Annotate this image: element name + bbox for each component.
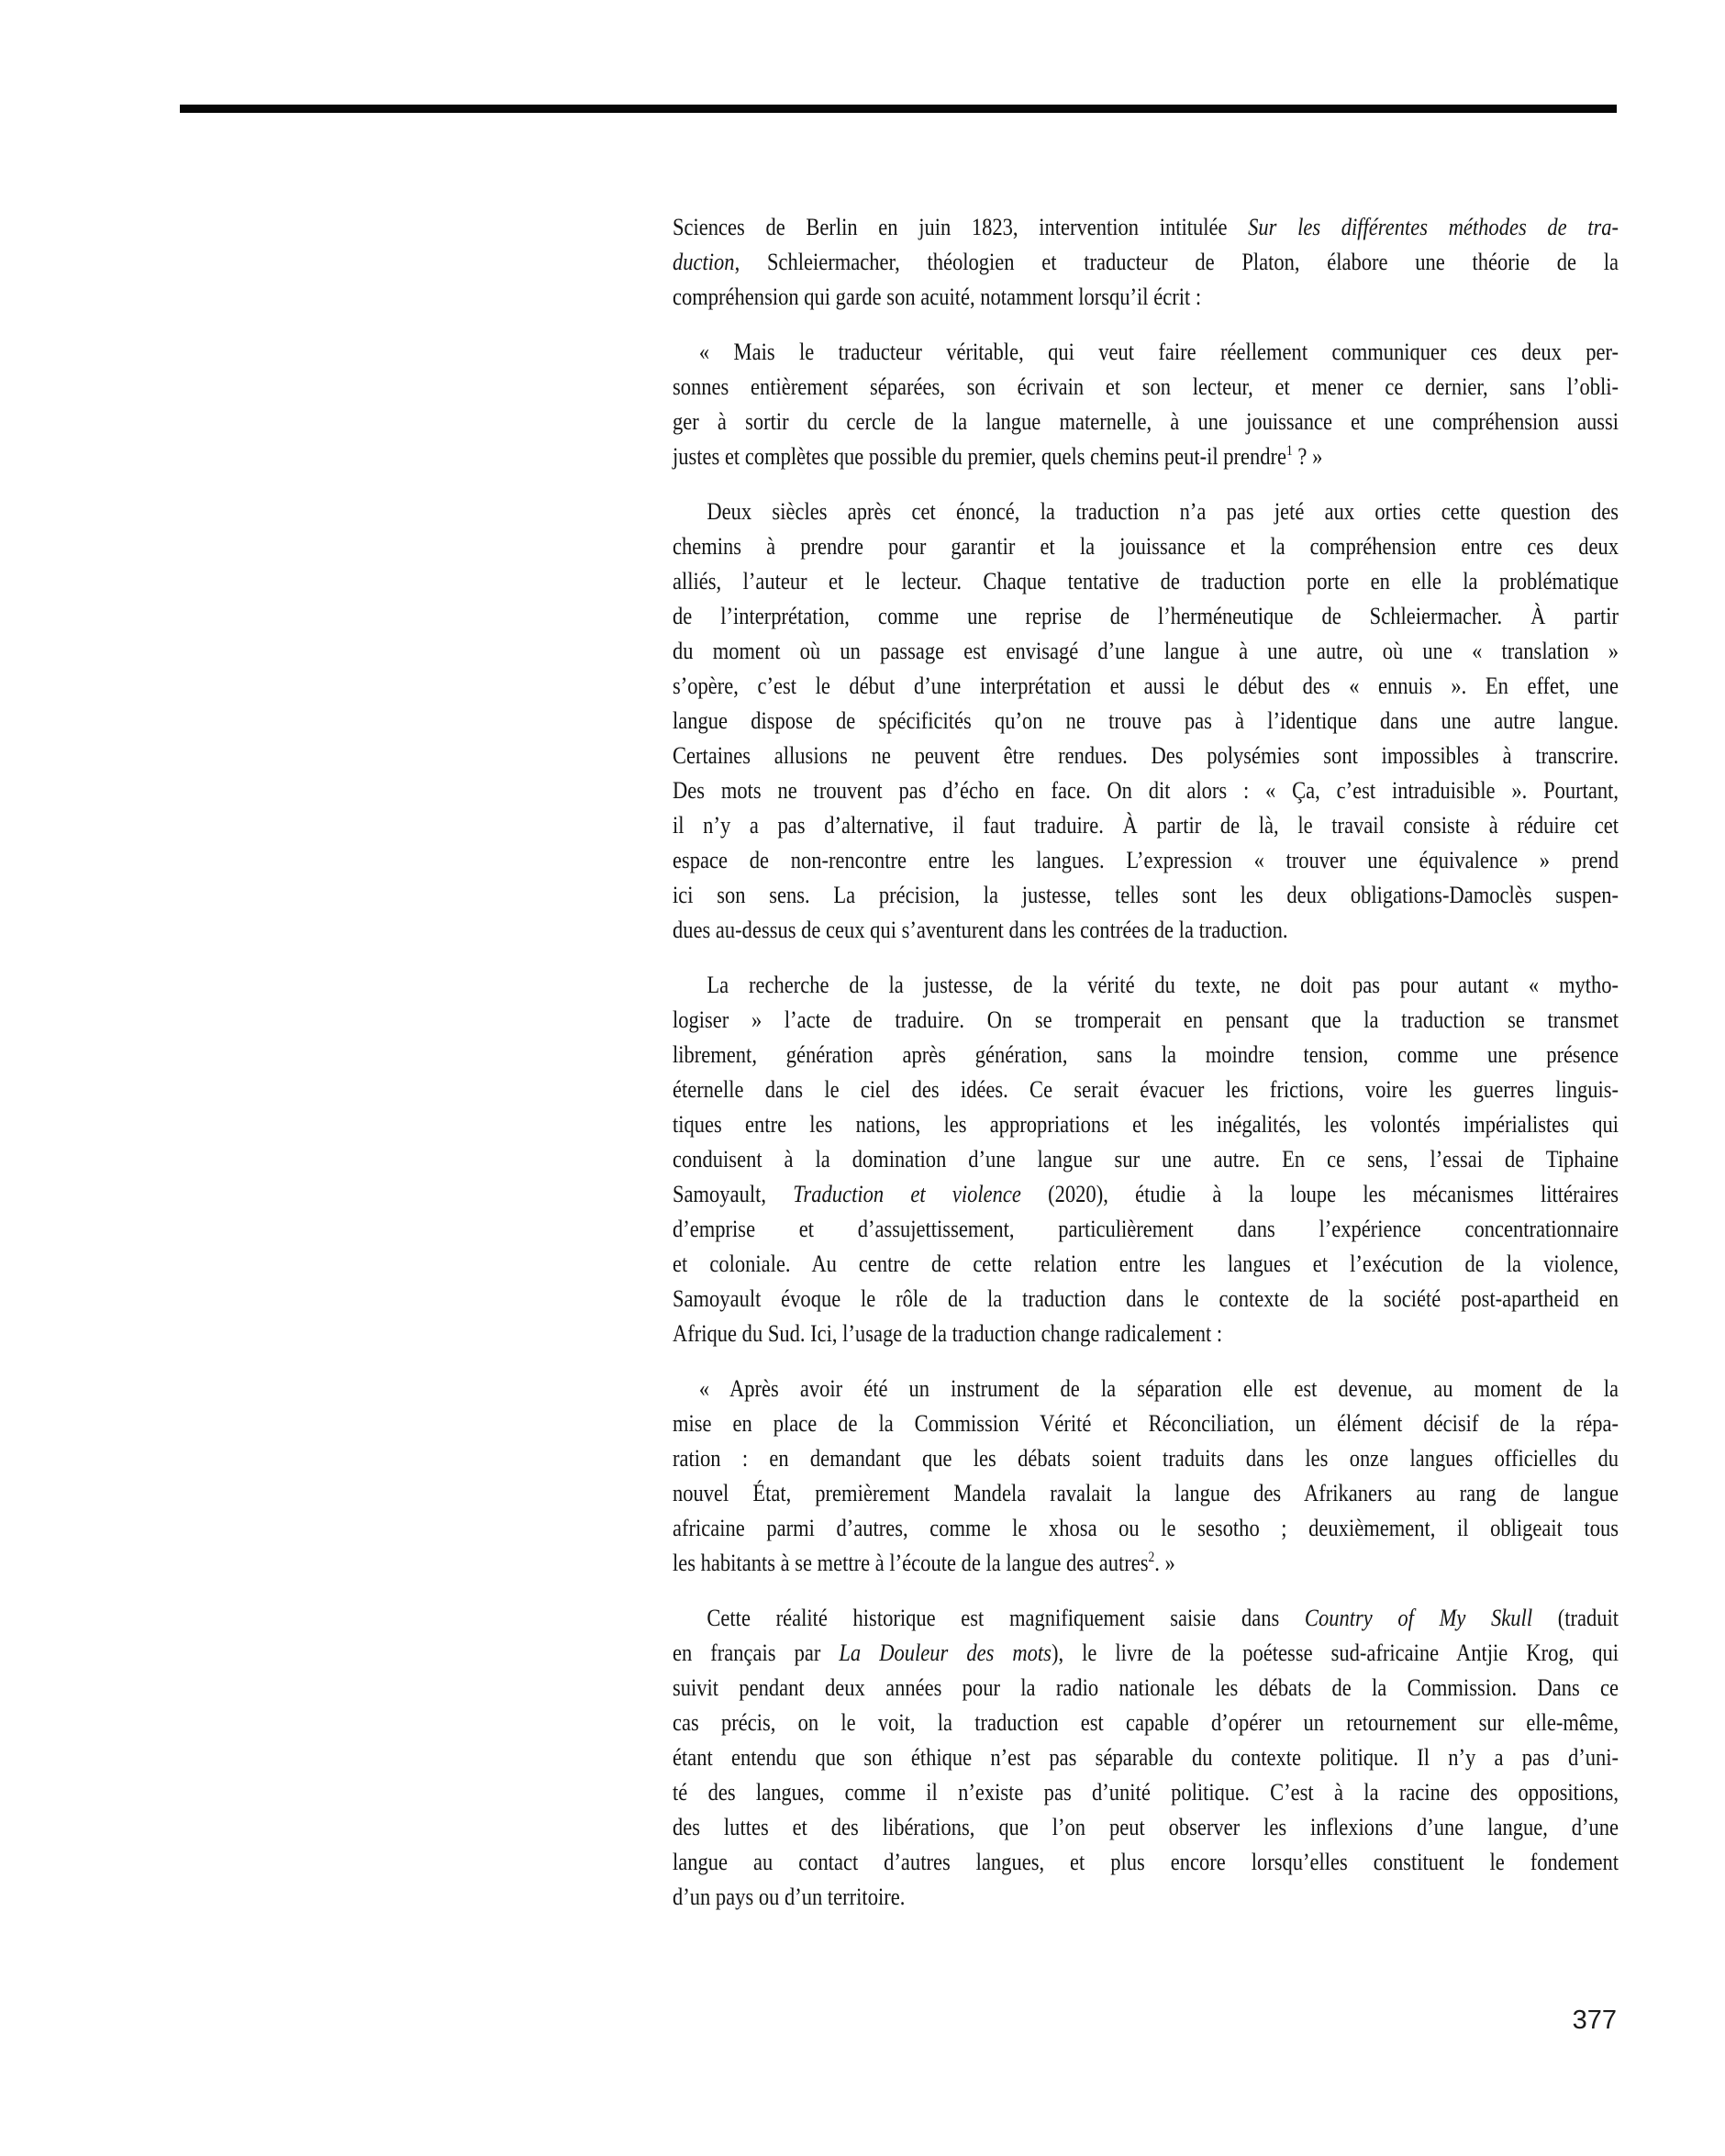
text-line: conduisent à la domination d’une langue sur une autre. En ce sens, l’essai de Tiphaine <box>673 1145 1619 1172</box>
text-line: Samoyault évoque le rôle de la traduction dans le contexte de la société post-apartheid en <box>673 1284 1619 1312</box>
text-line: langue au contact d’autres langues, et plus encore lorsqu’elles constituent le fondement <box>673 1848 1619 1875</box>
quote-line: sonnes entièrement séparées, son écrivain et son lecteur, et mener ce dernier, sans l’obli- <box>673 372 1619 400</box>
text-line: cas précis, on le voit, la traduction est capable d’opérer un retournement sur elle-même, <box>673 1708 1619 1736</box>
text-line: il n’y a pas d’alternative, il faut traduire. À partir de là, le travail consiste à réduire cet <box>673 811 1619 839</box>
quote-line: ration : en demandant que les débats soient traduits dans les onze langues officielles du <box>673 1444 1619 1472</box>
text-line: d’emprise et d’assujettissement, particulièrement dans l’expérience concentrationnaire <box>673 1215 1619 1242</box>
quote-line: mise en place de la Commission Vérité et Réconciliation, un élément décisif de la répa- <box>673 1409 1619 1437</box>
page-number: 377 <box>1572 2006 1617 2035</box>
text-line: Cette réalité historique est magnifiquement saisie dans Country of My Skull (traduit <box>707 1604 1619 1631</box>
text-line: en français par La Douleur des mots), le livre de la poétesse sud-africaine Antjie Krog, qui <box>673 1639 1619 1666</box>
paragraph <box>673 1600 1619 1914</box>
text-line: Samoyault, Traduction et violence (2020), étudie à la loupe les mécanismes littéraires <box>673 1180 1619 1207</box>
text-line: éternelle dans le ciel des idées. Ce serait évacuer les frictions, voire les guerres linguis- <box>673 1075 1619 1103</box>
text-line: compréhension qui garde son acuité, notamment lorsqu’il écrit : <box>673 283 1202 310</box>
quote-line: « Après avoir été un instrument de la séparation elle est devenue, au moment de la <box>698 1374 1619 1402</box>
paragraph <box>673 494 1619 947</box>
paragraph <box>673 209 1619 314</box>
text-line: d’un pays ou d’un territoire. <box>673 1883 906 1910</box>
text-line: de l’interprétation, comme une reprise de l’herméneutique de Schleiermacher. À partir <box>673 602 1619 629</box>
text-line: Sciences de Berlin en juin 1823, intervention intitulée Sur les différentes méthodes de tra- <box>673 213 1619 240</box>
quote-line: africaine parmi d’autres, comme le xhosa ou le sesotho ; deuxièmement, il obligeait tous <box>673 1514 1619 1541</box>
text-line: alliés, l’auteur et le lecteur. Chaque tentative de traduction porte en elle la problématique <box>673 567 1619 595</box>
text-line: té des langues, comme il n’existe pas d’unité politique. C’est à la racine des oppositions, <box>673 1778 1619 1806</box>
header-rule <box>180 105 1617 113</box>
block-quote <box>673 334 1619 473</box>
text-line: librement, génération après génération, sans la moindre tension, comme une présence <box>673 1040 1619 1068</box>
text-line: Deux siècles après cet énoncé, la traduction n’a pas jeté aux orties cette question des <box>707 497 1619 525</box>
text-line: du moment où un passage est envisagé d’une langue à une autre, où une « translation » <box>673 637 1619 664</box>
quote-line: « Mais le traducteur véritable, qui veut faire réellement communiquer ces deux per- <box>698 338 1619 365</box>
text-line: duction, Schleiermacher, théologien et traducteur de Platon, élabore une théorie de la <box>673 248 1619 275</box>
body-text <box>673 209 1619 1914</box>
text-line: tiques entre les nations, les appropriations et les inégalités, les volontés impérialistes qui <box>673 1110 1619 1138</box>
text-line: suivit pendant deux années pour la radio nationale les débats de la Commission. Dans ce <box>673 1673 1619 1701</box>
text-line: et coloniale. Au centre de cette relation entre les langues et l’exécution de la violence, <box>673 1250 1619 1277</box>
quote-line: ger à sortir du cercle de la langue maternelle, à une jouissance et une compréhension aussi <box>673 407 1619 435</box>
text-line: Certaines allusions ne peuvent être rendues. Des polysémies sont impossibles à transcrire. <box>673 741 1619 769</box>
block-quote <box>673 1371 1619 1580</box>
text-line: Afrique du Sud. Ici, l’usage de la traduction change radicalement : <box>673 1319 1223 1347</box>
text-line: La recherche de la justesse, de la vérité du texte, ne doit pas pour autant « mytho- <box>707 971 1619 998</box>
quote-line: les habitants à se mettre à l’écoute de la langue des autres$^2$. » <box>673 1549 1175 1576</box>
text-line: des luttes et des libérations, que l’on peut observer les inflexions d’une langue, d’une <box>673 1813 1619 1840</box>
quote-line: nouvel État, premièrement Mandela ravalait la langue des Afrikaners au rang de langue <box>673 1479 1619 1506</box>
text-line: chemins à prendre pour garantir et la jouissance et la compréhension entre ces deux <box>673 532 1619 560</box>
text-line: ici son sens. La précision, la justesse, telles sont les deux obligations-Damoclès suspen- <box>673 881 1619 908</box>
quote-line: justes et complètes que possible du premier, quels chemins peut-il prendre$^1$ ? » <box>673 442 1323 470</box>
text-line: dues au-dessus de ceux qui s’aventurent dans les contrées de la traduction. <box>673 916 1288 943</box>
text-line: logiser » l’acte de traduire. On se tromperait en pensant que la traduction se transmet <box>673 1006 1619 1033</box>
paragraph <box>673 967 1619 1350</box>
text-line: Des mots ne trouvent pas d’écho en face. On dit alors : « Ça, c’est intraduisible ». Pourtant, <box>673 776 1619 804</box>
text-line: étant entendu que son éthique n’est pas séparable du contexte politique. Il n’y a pas d’uni- <box>673 1743 1619 1771</box>
text-line: s’opère, c’est le début d’une interprétation et aussi le début des « ennuis ». En effet, une <box>673 672 1619 699</box>
text-line: langue dispose de spécificités qu’on ne trouve pas à l’identique dans une autre langue. <box>673 706 1619 734</box>
text-line: espace de non-rencontre entre les langues. L’expression « trouver une équivalence » prend <box>673 846 1619 873</box>
